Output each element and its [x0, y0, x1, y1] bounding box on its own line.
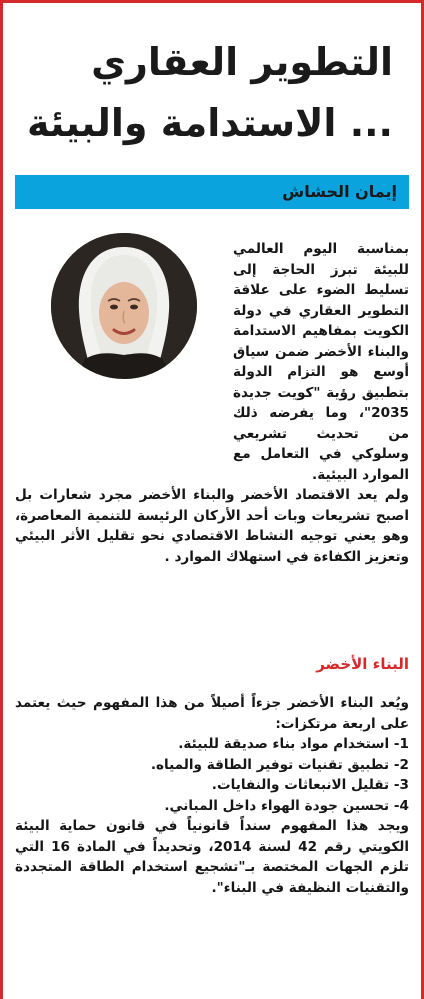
- article-continued: [15, 693, 409, 898]
- paragraph-4: ويجد هذا المفهوم سنداً قانونياً في قانون حماية البيئة الكويتي رقم 42 لسنة 2014، وتحديداً في المادة 16 التي تلزم الجهات المختصة بـ"تشجيع استخدام الطاقة المتجددة والتقنيات النظيفة في البناء".: [15, 818, 409, 896]
- paragraph-2: ولم يعد الاقتصاد الأخضر والبناء الأخضر مجرد شعارات بل اصبح تشريعات وبات أحد الأركان الرئيسة للتنمية المعاصرة، وهو يعني توجيه النشاط الاقتصادي نحو تقليل الأثر البيئي وتعزيز الكفاءة في استهلاك الموارد .: [15, 487, 409, 565]
- author-bar: [15, 175, 409, 209]
- paragraph-3: ويُعد البناء الأخضر جزءاً أصيلاً من هذا المفهوم حيث يعتمد على اربعة مرتكزات:: [15, 695, 409, 732]
- list-item: 3- تقليل الانبعاثات والنفايات.: [211, 777, 409, 793]
- subheading-green-building: البناء الأخضر: [316, 655, 409, 673]
- list-item: 1- استخدام مواد بناء صديقة للبيئة.: [178, 736, 409, 752]
- author-name: إيمان الحشاش: [282, 182, 397, 201]
- article-intro: [15, 239, 409, 567]
- intro-paragraph: بمناسبة اليوم العالمي للبيئة تبرز الحاجة إلى تسليط الضوء على علاقة التطوير العقاري في دولة الكويت بمفاهيم الاستدامة والبناء الأخضر ضمن سياق أوسع هو التزام الدولة بتطبيق رؤية "كويت جديدة 2035"، وما يفرضه ذلك من تحديث تشريعي وسلوكي في التعامل مع الموارد البيئية.: [233, 241, 409, 483]
- list-item: 4- تحسين جودة الهواء داخل المباني.: [164, 797, 409, 814]
- list-item: 2- تطبيق تقنيات توفير الطاقة والمياه.: [150, 756, 409, 773]
- headline-line-2: ... الاستدامة والبيئة: [26, 101, 393, 145]
- headline-line-1: التطوير العقاري: [91, 40, 393, 84]
